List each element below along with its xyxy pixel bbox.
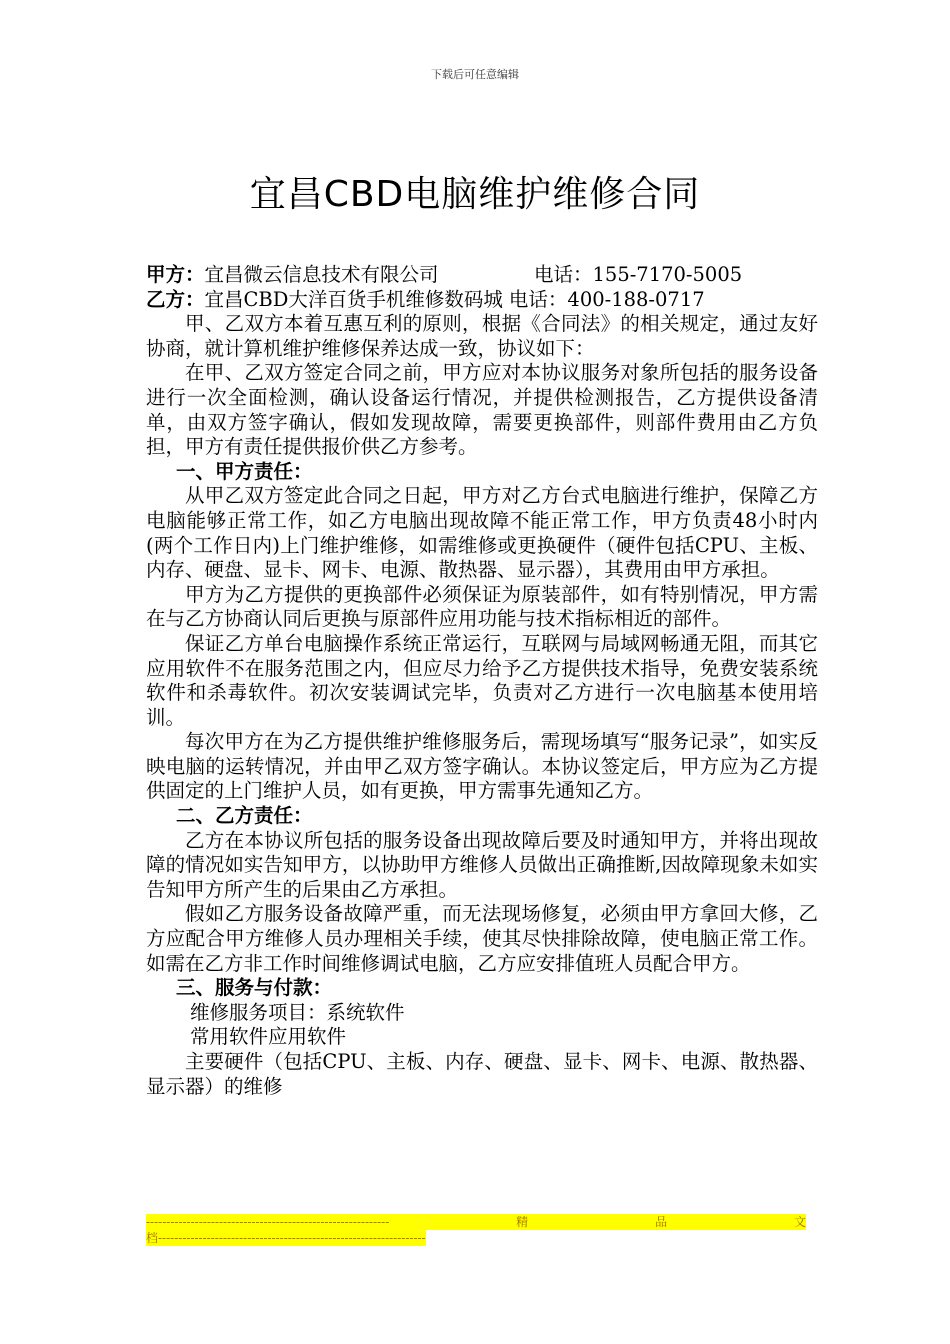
section-paragraph: 甲方为乙方提供的更换部件必须保证为原装部件，如有特别情况，甲方需在与乙方协商认同后更换与原部件应用功能与技术指标相近的部件。 bbox=[146, 582, 818, 631]
party-b-label: 乙方： bbox=[146, 287, 205, 311]
section-heading: 二、乙方责任： bbox=[176, 804, 313, 828]
document-body bbox=[146, 263, 818, 1099]
party-a-name: 宜昌微云信息技术有限公司 bbox=[204, 263, 439, 286]
footer-banner bbox=[146, 1214, 806, 1246]
header-note: 下载后可任意编辑 bbox=[431, 68, 519, 81]
intro-paragraph: 在甲、乙双方签定合同之前，甲方应对本协议服务对象所包括的服务设备进行一次全面检测，确认设备运行情况，并提供检测报告，乙方提供设备清单，由双方签字确认，假如发现故障，需要更换部件，则部件费用由乙方负担，甲方有责任提供报价供乙方参考。 bbox=[146, 361, 818, 459]
service-item-line: 常用软件应用软件 bbox=[190, 1025, 347, 1049]
section-paragraph: 乙方在本协议所包括的服务设备出现故障后要及时通知甲方，并将出现故障的情况如实告知甲方，以协助甲方维修人员做出正确推断,因故障现象未如实告知甲方所产生的后果由乙方承担。 bbox=[146, 828, 818, 901]
section-heading: 一、甲方责任： bbox=[176, 459, 313, 483]
footer-row bbox=[146, 1214, 806, 1230]
footer-dashes: ------------------------------------------------------------ bbox=[146, 1215, 390, 1229]
service-paragraph: 主要硬件（包括CPU、主板、内存、硬盘、显卡、网卡、电源、散热器、显示器）的维修 bbox=[146, 1050, 818, 1098]
section-paragraph: 从甲乙双方签定此合同之日起，甲方对乙方台式电脑进行维护，保障乙方电脑能够正常工作，如乙方电脑出现故障不能正常工作，甲方负责48小时内(两个工作日内)上门维护维修，如需维修或更换硬件（硬件包括CPU、主板、内存、硬盘、显卡、网卡、电源、散热器、显示器），其费用由甲方承担。 bbox=[146, 484, 818, 582]
party-a-line bbox=[146, 263, 818, 288]
section-paragraph: 假如乙方服务设备故障严重，而无法现场修复，必须由甲方拿回大修，乙方应配合甲方维修人员办理相关手续，使其尽快排除故障，使电脑正常工作。如需在乙方非工作时间维修调试电脑，乙方应安排值班人员配合甲方。 bbox=[146, 902, 818, 975]
footer-word: 文 bbox=[793, 1215, 806, 1229]
footer-word: 品 bbox=[655, 1215, 668, 1229]
party-b-name: 宜昌CBD大洋百货手机维修数码城 bbox=[204, 287, 503, 311]
party-b-line bbox=[146, 288, 818, 313]
footer-word: 精 bbox=[516, 1215, 529, 1229]
section-paragraph: 每次甲方在为乙方提供维护维修服务后，需现场填写“服务记录”，如实反映电脑的运转情况，并由甲乙双方签字确认。本协议签定后，甲方应为乙方提供固定的上门维护人员，如有更换，甲方需事先通知乙方。 bbox=[146, 730, 818, 803]
document-title: 宜昌CBD电脑维护维修合同 bbox=[249, 174, 701, 215]
section-heading: 三、服务与付款： bbox=[176, 976, 333, 1000]
footer-row: 档------------------------------------------------------------------ bbox=[146, 1231, 426, 1245]
party-a-phone: 电话：155-7170-5005 bbox=[534, 263, 743, 286]
party-a-label: 甲方： bbox=[146, 263, 205, 286]
party-b-phone: 电话：400-188-0717 bbox=[508, 287, 705, 311]
intro-paragraph: 甲、乙双方本着互惠互利的原则，根据《合同法》的相关规定，通过友好协商，就计算机维护维修保养达成一致，协议如下： bbox=[146, 312, 818, 360]
section-paragraph: 保证乙方单台电脑操作系统正常运行，互联网与局域网畅通无阻，而其它应用软件不在服务范围之内，但应尽力给予乙方提供技术指导，免费安装系统软件和杀毒软件。初次安装调试完毕，负责对乙方进行一次电脑基本使用培训。 bbox=[146, 631, 818, 729]
service-item-line: 维修服务项目：系统软件 bbox=[190, 1000, 405, 1024]
